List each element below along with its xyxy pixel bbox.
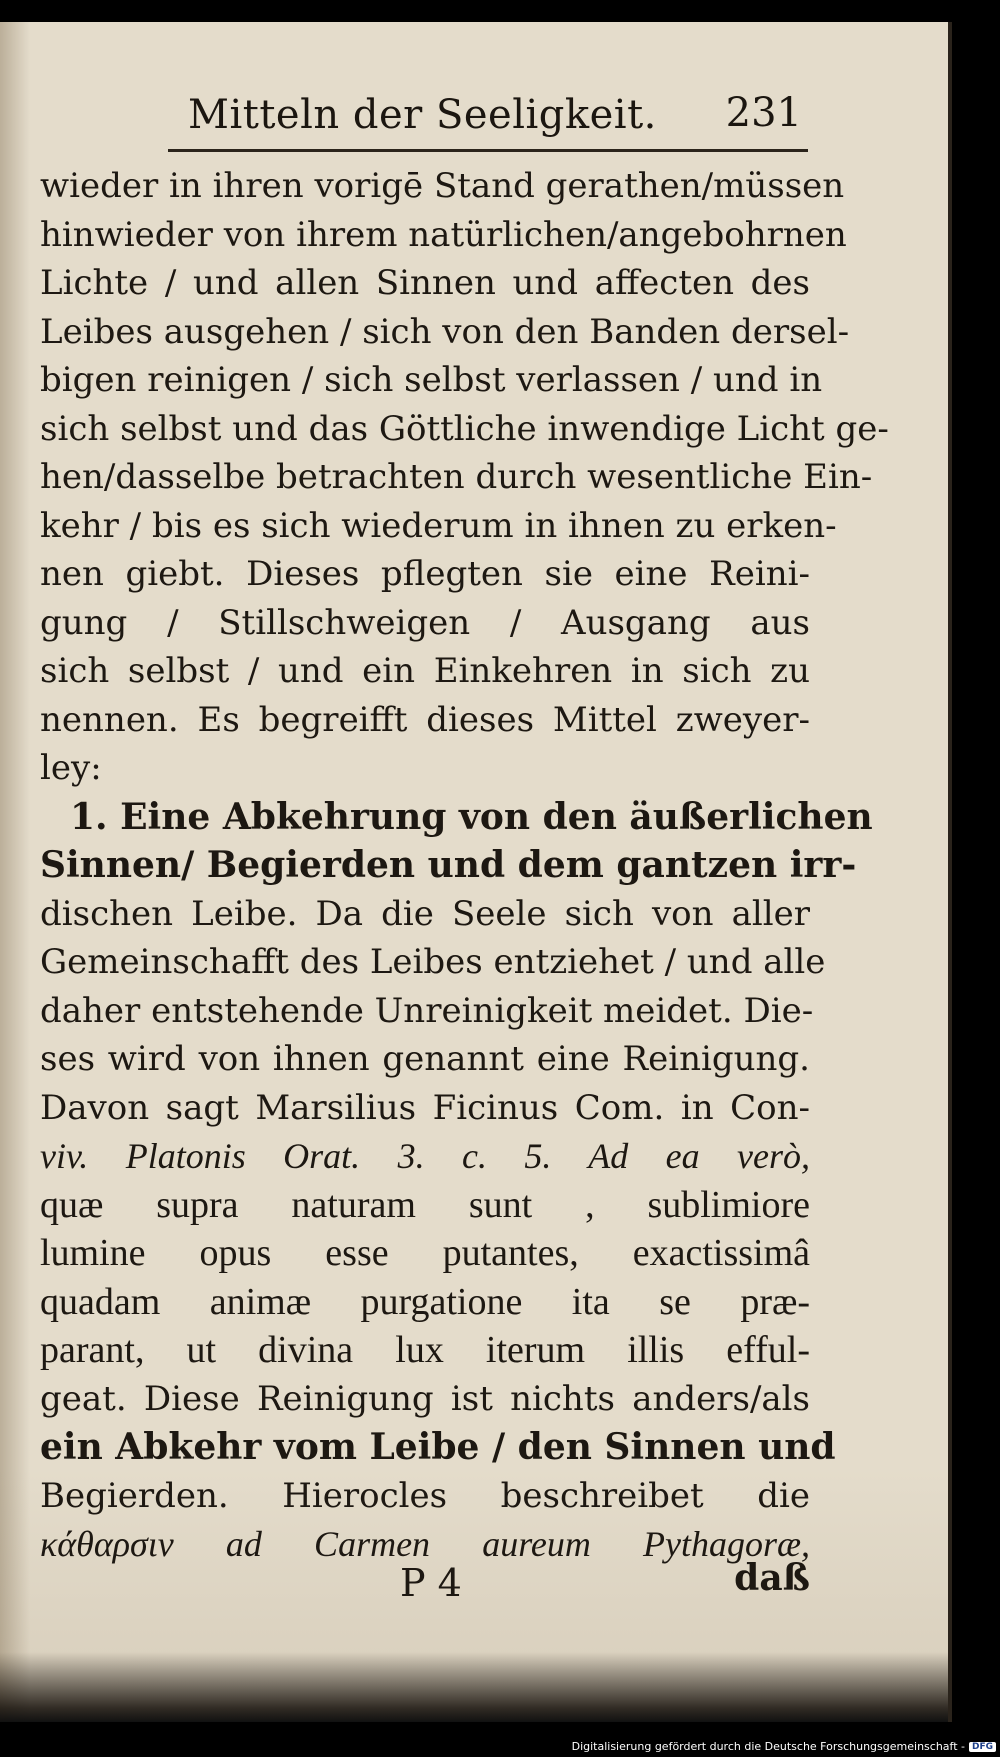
text-line: sich selbst / und ein Einkehren in sich zu [40, 651, 810, 691]
text-line: ein Abkehr vom Leibe / den Sinnen und [40, 1426, 836, 1468]
text-line: daher entstehende Unreinigkeit meidet. Die- [40, 990, 814, 1031]
text-line: Davon sagt Marsilius Ficinus Com. in Con- [40, 1087, 810, 1128]
signature-mark: P 4 [400, 1561, 462, 1605]
text-line: Sinnen/ Begierden und dem gantzen irr- [40, 844, 857, 886]
text-line: Begierden. Hierocles beschreibet die [40, 1475, 810, 1516]
digitization-credit [572, 1740, 996, 1753]
text-line: Gemeinschafft des Leibes entziehet / und alle [40, 942, 826, 982]
text-line: hen/dasselbe betrachten durch wesentliche Ein- [40, 457, 873, 497]
credit-text: Digitalisierung gefördert durch die Deutsche Forschungsgemeinschaft - [571, 1740, 965, 1753]
running-title: Mitteln der Seeligkeit. [188, 92, 657, 138]
text-line: geat. Diese Reinigung ist nichts anders/als [40, 1378, 810, 1419]
text-line: ses wird von ihnen genannt eine Reinigung. [40, 1039, 810, 1079]
dfg-logo-icon: DFG [969, 1742, 996, 1752]
page-header [168, 86, 808, 152]
text-line: nen giebt. Dieses pflegten sie eine Reini- [40, 554, 810, 594]
text-line: dischen Leibe. Da die Seele sich von aller [40, 893, 810, 934]
text-line: Lichte / und allen Sinnen und affecten des [40, 263, 810, 303]
book-page [0, 22, 952, 1722]
text-line: sich selbst und das Göttliche inwendige Licht ge- [40, 408, 889, 449]
text-line: 1. Eine Abkehrung von den äußerlichen [70, 795, 873, 838]
text-line: κάθαρσιν ad Carmen aureum Pythagoræ, [40, 1524, 810, 1564]
text-line: lumine opus esse putantes, exactissimâ [40, 1232, 810, 1274]
text-line: quæ supra naturam sunt , sublimiore [40, 1183, 810, 1226]
text-line: gung / Stillschweigen / Ausgang aus [40, 602, 810, 643]
text-line: bigen reinigen / sich selbst verlassen / und in [40, 360, 823, 400]
text-line: viv. Platonis Orat. 3. c. 5. Ad ea verò, [40, 1136, 810, 1176]
text-line: kehr / bis es sich wiederum in ihnen zu erken- [40, 505, 837, 546]
text-line: wieder in ihren vorigē Stand gerathen/müssen [40, 166, 845, 206]
page-footer [40, 1557, 810, 1617]
text-line: parant, ut divina lux iterum illis efful- [40, 1329, 810, 1371]
header-rule [168, 149, 808, 152]
text-line: Leibes ausgehen / sich von den Banden dersel- [40, 311, 850, 352]
text-line: quadam animæ purgatione ita se præ- [40, 1280, 810, 1323]
page-number: 231 [725, 90, 802, 136]
catchword: daß [734, 1557, 810, 1599]
body-text [40, 162, 889, 1569]
text-line: ley: [40, 748, 102, 788]
text-line: nennen. Es begreifft dieses Mittel zweyer- [40, 699, 810, 740]
text-line: hinwieder von ihrem natürlichen/angebohrnen [40, 214, 847, 255]
